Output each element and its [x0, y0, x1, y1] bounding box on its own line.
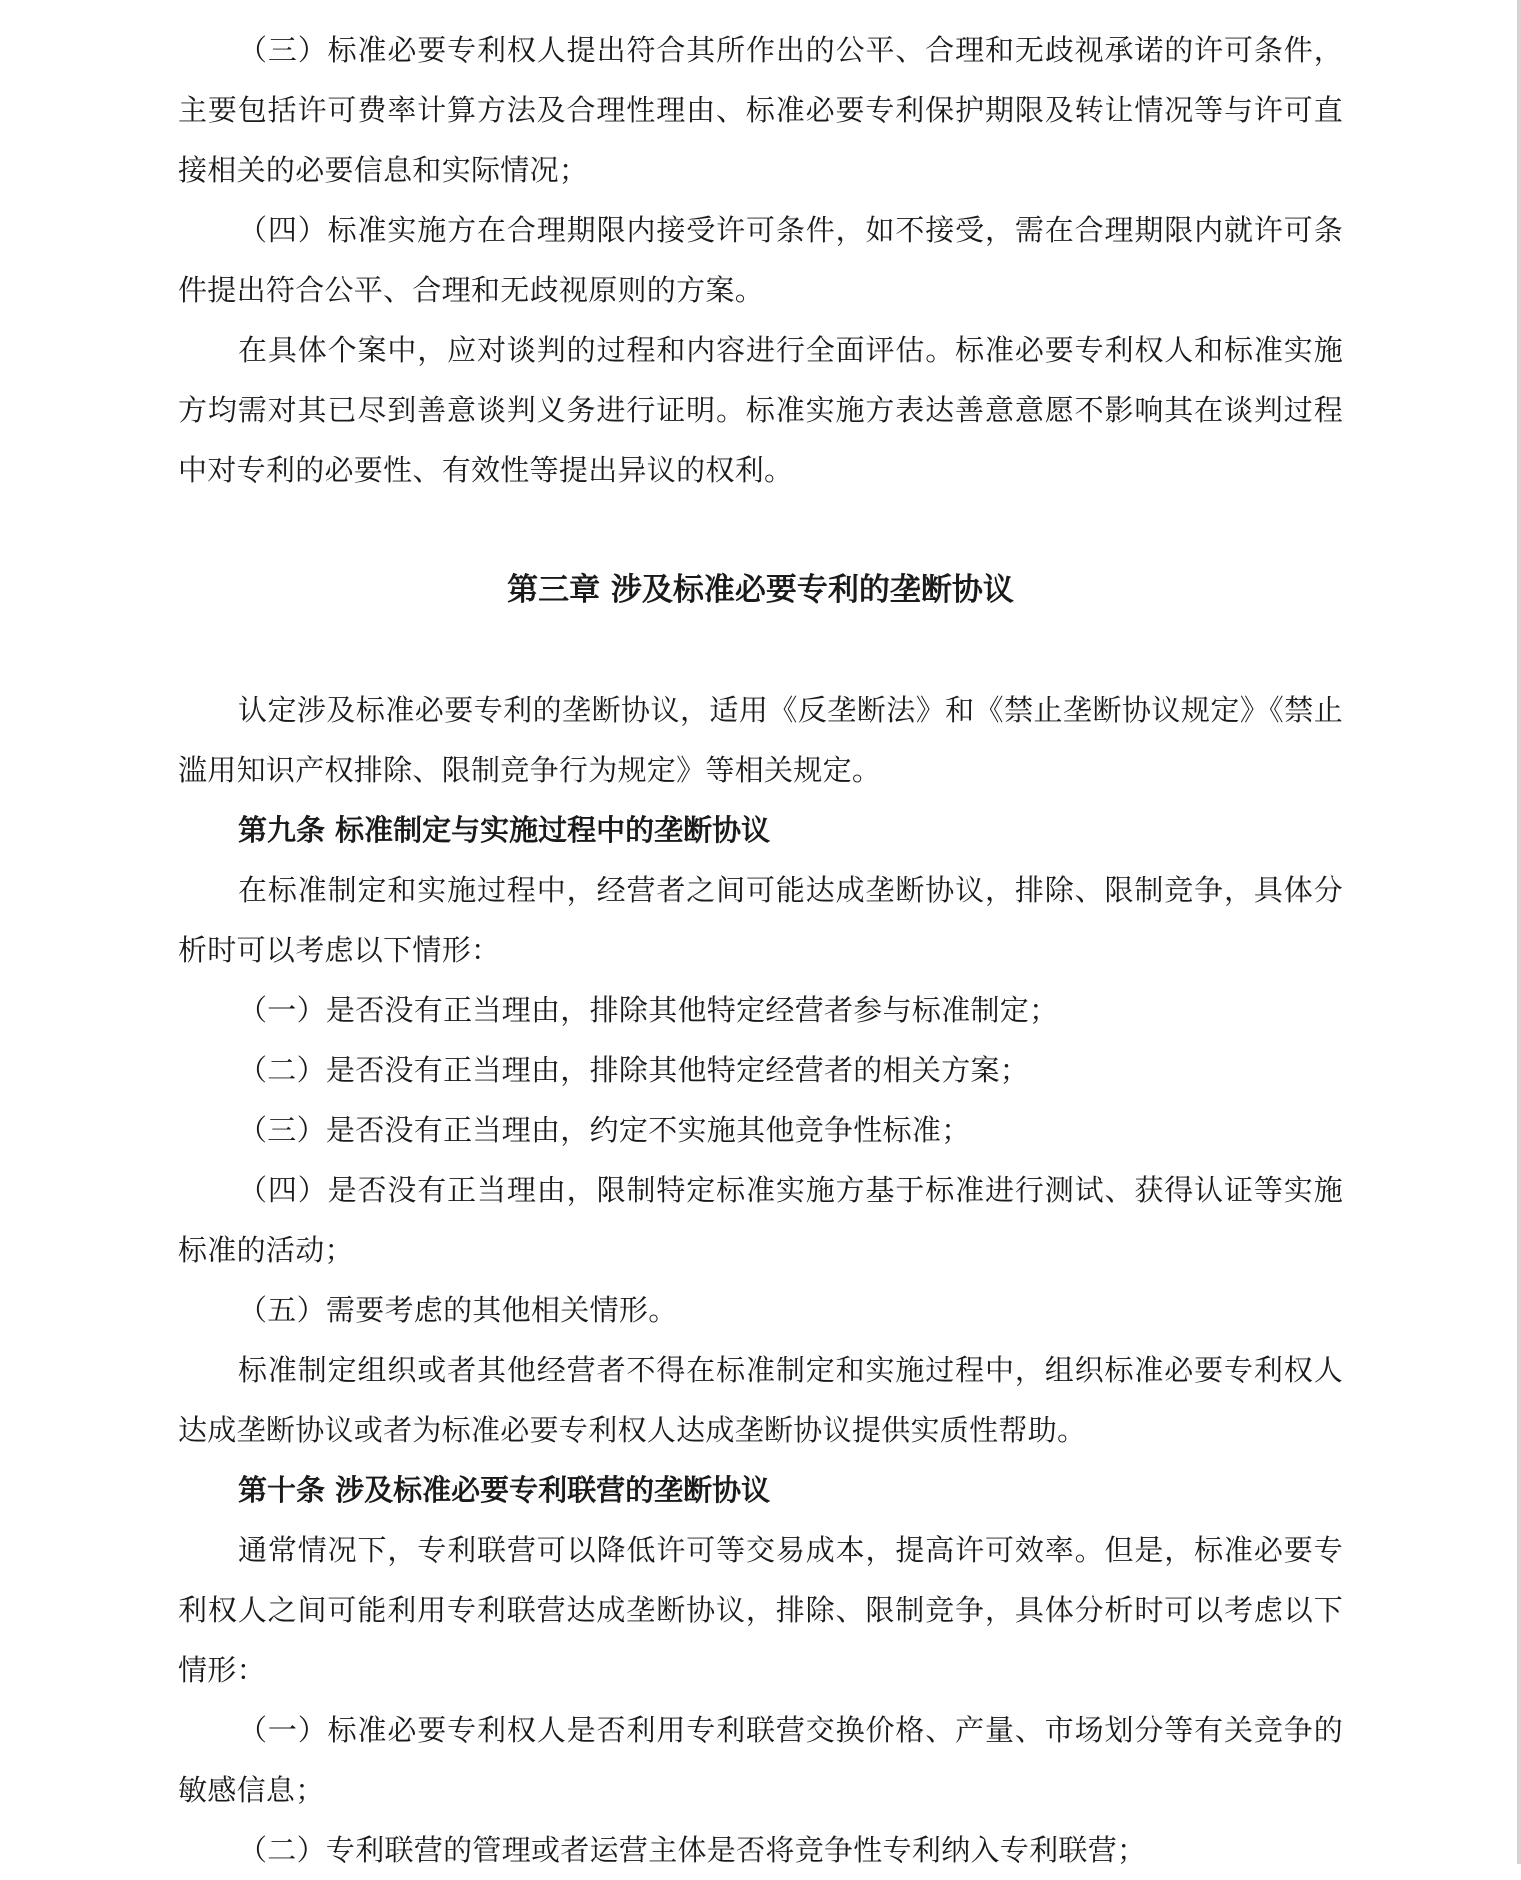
article-9-item: （四）是否没有正当理由，限制特定标准实施方基于标准进行测试、获得认证等实施标准的活动；	[178, 1173, 1343, 1267]
chapter-title: 第三章 涉及标准必要专利的垄断协议	[507, 572, 1014, 608]
article-10-item: （一）标准必要专利权人是否利用专利联营交换价格、产量、市场划分等有关竞争的敏感信息；	[178, 1713, 1343, 1807]
article-10-title: 第十条 涉及标准必要专利联营的垄断协议	[238, 1473, 771, 1507]
article-9-item: （三）是否没有正当理由，约定不实施其他竞争性标准；	[238, 1113, 971, 1147]
paragraph-item-3: （三）标准必要专利权人提出符合其所作出的公平、合理和无歧视承诺的许可条件，主要包括许可费率计算方法及合理性理由、标准必要专利保护期限及转让情况等与许可直接相关的必要信息和实际情况；	[178, 33, 1343, 187]
article-9-title: 第九条 标准制定与实施过程中的垄断协议	[238, 813, 771, 847]
page-edge	[1517, 0, 1521, 1864]
paragraph-item-4: （四）标准实施方在合理期限内接受许可条件，如不接受，需在合理期限内就许可条件提出符合公平、合理和无歧视原则的方案。	[178, 213, 1343, 307]
article-9-closing: 标准制定组织或者其他经营者不得在标准制定和实施过程中，组织标准必要专利权人达成垄断协议或者为标准必要专利权人达成垄断协议提供实质性帮助。	[178, 1353, 1343, 1447]
paragraph-case-assessment: 在具体个案中，应对谈判的过程和内容进行全面评估。标准必要专利权人和标准实施方均需对其已尽到善意谈判义务进行证明。标准实施方表达善意意愿不影响其在谈判过程中对专利的必要性、有效性等提出异议的权利。	[178, 333, 1343, 487]
paragraph-chapter-intro: 认定涉及标准必要专利的垄断协议，适用《反垄断法》和《禁止垄断协议规定》《禁止滥用知识产权排除、限制竞争行为规定》等相关规定。	[178, 693, 1343, 787]
article-10-lead: 通常情况下，专利联营可以降低许可等交易成本，提高许可效率。但是，标准必要专利权人之间可能利用专利联营达成垄断协议，排除、限制竞争，具体分析时可以考虑以下情形：	[178, 1533, 1343, 1687]
article-10-item: （二）专利联营的管理或者运营主体是否将竞争性专利纳入专利联营；	[238, 1833, 1147, 1867]
article-9-lead: 在标准制定和实施过程中，经营者之间可能达成垄断协议，排除、限制竞争，具体分析时可以考虑以下情形：	[178, 873, 1343, 967]
article-9-item: （一）是否没有正当理由，排除其他特定经营者参与标准制定；	[238, 993, 1059, 1027]
article-9-item: （二）是否没有正当理由，排除其他特定经营者的相关方案；	[238, 1053, 1030, 1087]
article-9-item: （五）需要考虑的其他相关情形。	[238, 1293, 678, 1327]
